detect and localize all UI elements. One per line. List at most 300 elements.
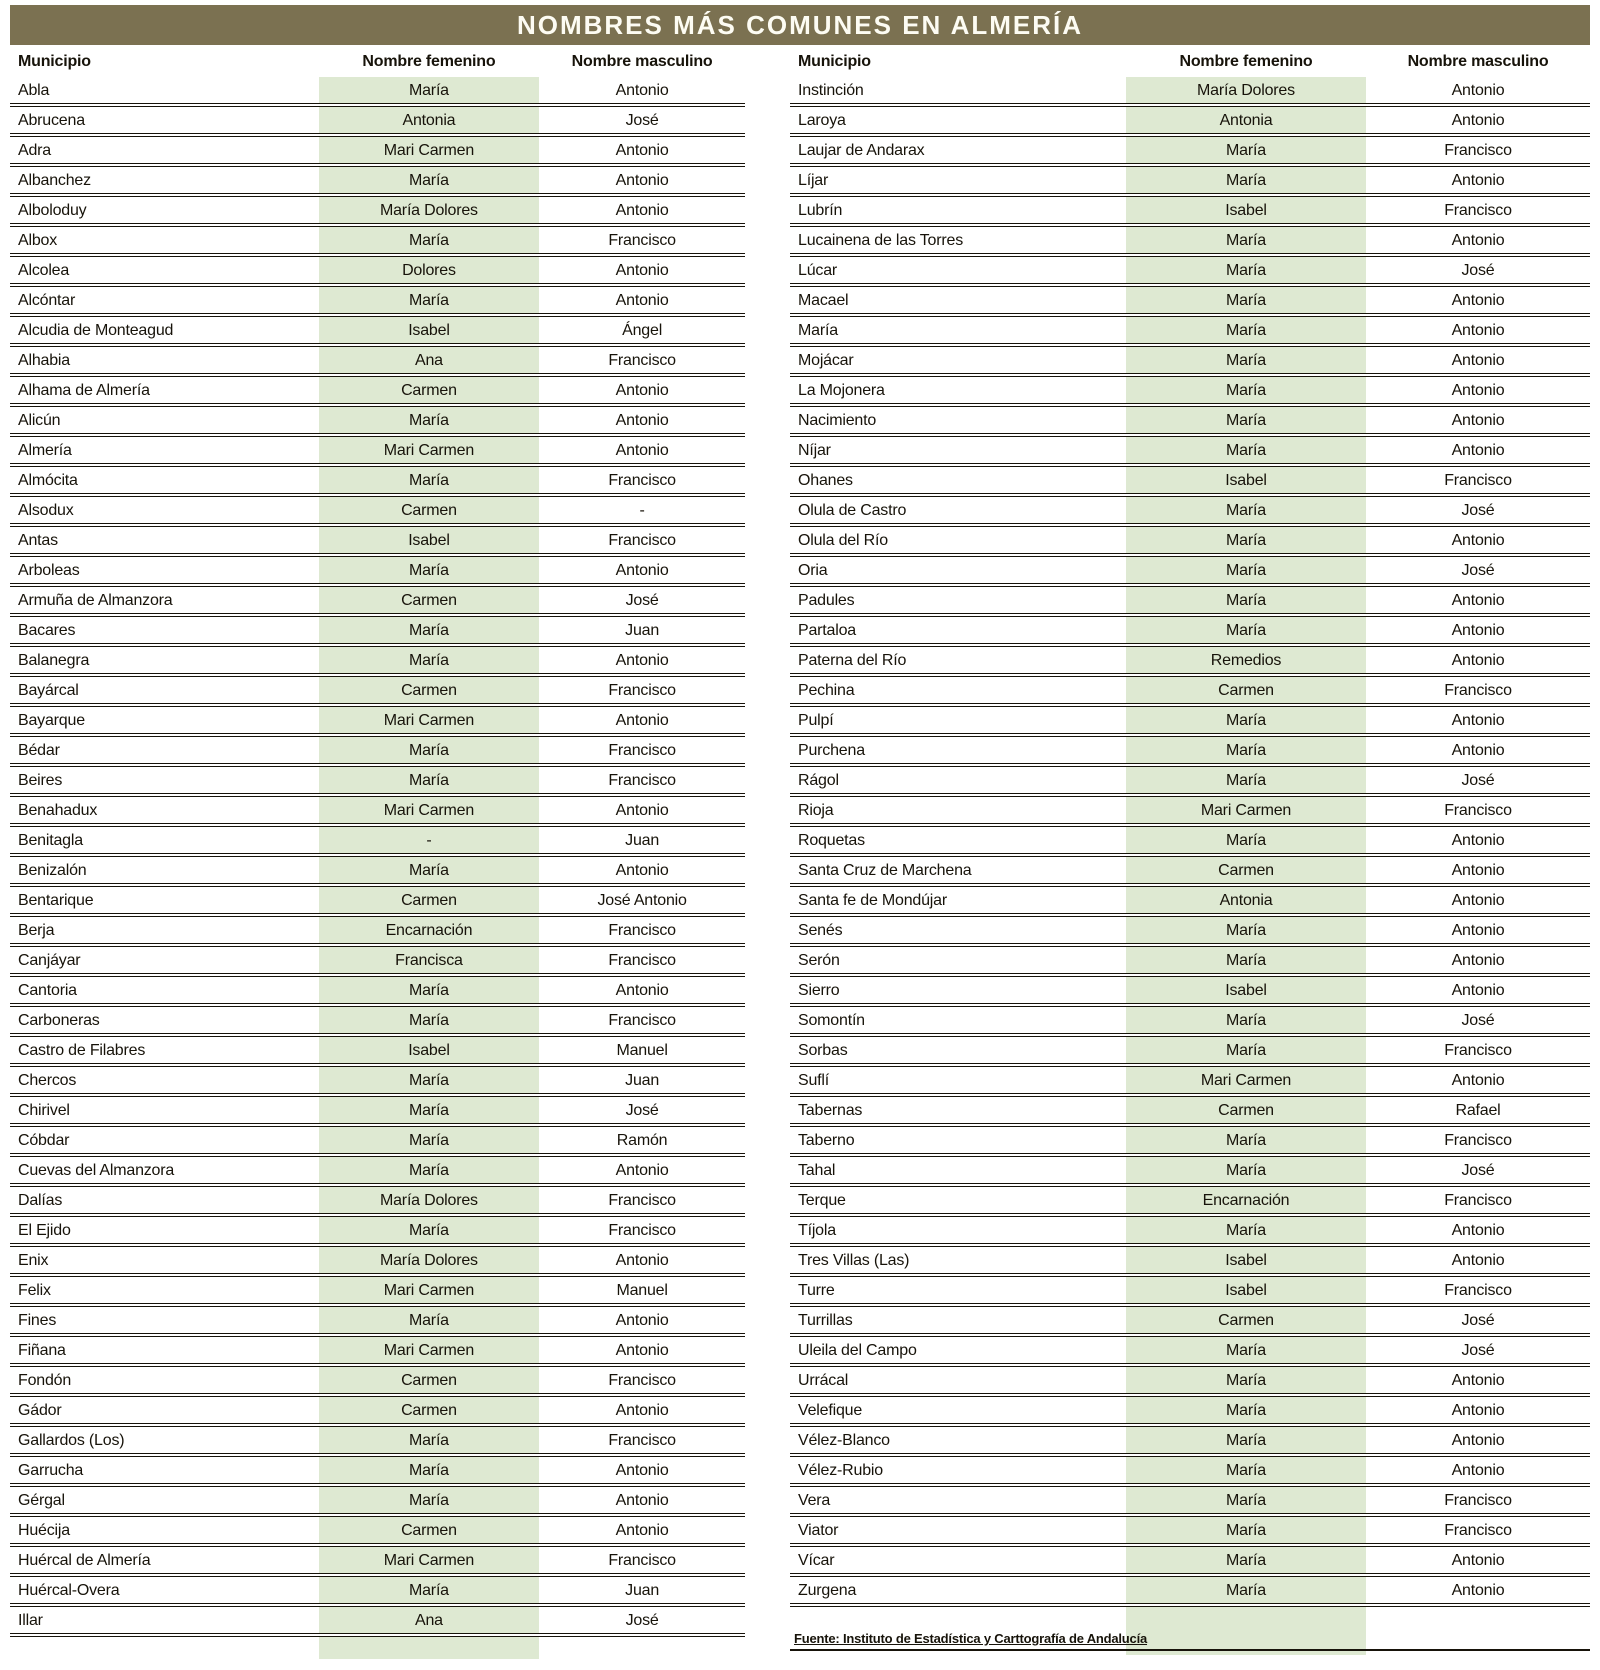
male-name-cell: Antonio: [1366, 525, 1590, 555]
male-name-cell: José: [1366, 1305, 1590, 1335]
male-name-cell: Francisco: [1366, 675, 1590, 705]
table-row: [790, 1335, 1590, 1365]
municipality-cell: Santa fe de Mondújar: [790, 885, 1126, 915]
male-name-cell: Antonio: [1366, 1215, 1590, 1245]
municipality-cell: Vícar: [790, 1545, 1126, 1575]
municipality-cell: Sierro: [790, 975, 1126, 1005]
male-name-cell: Francisco: [539, 465, 745, 495]
municipality-cell: Zurgena: [790, 1575, 1126, 1605]
female-name-cell: Antonia: [1126, 105, 1366, 135]
table-row: [790, 1395, 1590, 1425]
female-name-cell: María: [1126, 825, 1366, 855]
table-row: [790, 405, 1590, 435]
table-row: [790, 345, 1590, 375]
table-row: [10, 1095, 745, 1125]
table-row: [10, 1035, 745, 1065]
female-name-cell: María: [1126, 315, 1366, 345]
female-name-cell: María: [1126, 405, 1366, 435]
municipality-cell: Benitagla: [10, 825, 319, 855]
municipality-cell: Tíjola: [790, 1215, 1126, 1245]
municipality-cell: Taberno: [790, 1125, 1126, 1155]
female-name-cell: Remedios: [1126, 645, 1366, 675]
male-name-cell: Antonio: [539, 165, 745, 195]
female-name-cell: María: [319, 1215, 540, 1245]
municipality-cell: Rágol: [790, 765, 1126, 795]
table-row: [790, 525, 1590, 555]
female-name-cell: María: [1126, 1035, 1366, 1065]
female-name-cell: María Dolores: [1126, 77, 1366, 105]
municipality-cell: Beires: [10, 765, 319, 795]
municipality-cell: Tabernas: [790, 1095, 1126, 1125]
table-row: [790, 1095, 1590, 1125]
male-name-cell: Antonio: [1366, 1065, 1590, 1095]
male-name-cell: Antonio: [1366, 375, 1590, 405]
municipality-cell: Berja: [10, 915, 319, 945]
female-name-cell: María: [1126, 765, 1366, 795]
male-name-cell: Antonio: [539, 285, 745, 315]
female-name-cell: María: [1126, 1545, 1366, 1575]
female-name-cell: Carmen: [319, 1365, 540, 1395]
male-name-cell: José: [539, 585, 745, 615]
male-name-cell: Antonio: [539, 195, 745, 225]
table-row: [790, 1155, 1590, 1185]
municipality-cell: Tahal: [790, 1155, 1126, 1185]
male-name-cell: Antonio: [539, 255, 745, 285]
female-name-cell: Carmen: [1126, 1305, 1366, 1335]
table-row: [10, 885, 745, 915]
table-row: [10, 735, 745, 765]
header-row: [790, 45, 1590, 77]
male-name-cell: Antonio: [539, 435, 745, 465]
male-name-cell: Antonio: [539, 555, 745, 585]
table-row: [10, 1395, 745, 1425]
municipality-cell: Abla: [10, 77, 319, 105]
female-name-cell: Carmen: [319, 375, 540, 405]
municipality-cell: Benahadux: [10, 795, 319, 825]
male-name-cell: Francisco: [539, 765, 745, 795]
municipality-cell: El Ejido: [10, 1215, 319, 1245]
male-name-cell: Antonio: [539, 1455, 745, 1485]
table-row: [10, 765, 745, 795]
municipality-cell: Almócita: [10, 465, 319, 495]
municipality-cell: Urrácal: [790, 1365, 1126, 1395]
female-name-cell: Mari Carmen: [319, 705, 540, 735]
female-name-cell: María: [1126, 1335, 1366, 1365]
female-name-cell: Francisca: [319, 945, 540, 975]
table-row: [10, 1515, 745, 1545]
table-row: [790, 945, 1590, 975]
female-name-cell: Mari Carmen: [319, 435, 540, 465]
table-row: [10, 975, 745, 1005]
male-name-cell: Antonio: [539, 1515, 745, 1545]
female-name-cell: Mari Carmen: [319, 1545, 540, 1575]
header-row: [10, 45, 745, 77]
municipality-cell: Huércal-Overa: [10, 1575, 319, 1605]
female-name-cell: María: [319, 1485, 540, 1515]
male-name-cell: Ramón: [539, 1125, 745, 1155]
male-name-cell: José: [1366, 1335, 1590, 1365]
table-row: [10, 465, 745, 495]
green-band-cell: [319, 1635, 540, 1659]
municipality-cell: Serón: [790, 945, 1126, 975]
names-table-right: [790, 45, 1590, 1655]
municipality-cell: Castro de Filabres: [10, 1035, 319, 1065]
female-name-cell: Carmen: [319, 1515, 540, 1545]
male-name-cell: Antonio: [1366, 705, 1590, 735]
municipality-cell: Roquetas: [790, 825, 1126, 855]
female-name-cell: María: [1126, 1485, 1366, 1515]
male-name-cell: Francisco: [1366, 195, 1590, 225]
female-name-cell: María: [319, 765, 540, 795]
green-band-tail-left: [10, 1635, 745, 1659]
table-row: [790, 1275, 1590, 1305]
municipality-cell: Cuevas del Almanzora: [10, 1155, 319, 1185]
female-name-cell: María: [1126, 1425, 1366, 1455]
municipality-cell: Terque: [790, 1185, 1126, 1215]
left-table-body: [10, 77, 745, 1635]
female-name-cell: María: [1126, 1365, 1366, 1395]
table-row: [790, 1485, 1590, 1515]
municipality-cell: Alboloduy: [10, 195, 319, 225]
male-name-cell: Francisco: [539, 1185, 745, 1215]
female-name-cell: María: [1126, 225, 1366, 255]
male-name-cell: Antonio: [1366, 855, 1590, 885]
female-name-cell: María Dolores: [319, 195, 540, 225]
male-name-cell: Ángel: [539, 315, 745, 345]
table-row: [10, 165, 745, 195]
municipality-cell: Nacimiento: [790, 405, 1126, 435]
male-name-cell: Francisco: [539, 945, 745, 975]
female-name-cell: Mari Carmen: [319, 135, 540, 165]
municipality-cell: Viator: [790, 1515, 1126, 1545]
male-name-cell: Antonio: [1366, 1425, 1590, 1455]
table-row: [790, 915, 1590, 945]
table-row: [10, 615, 745, 645]
empty-cell: [539, 1635, 745, 1659]
female-name-cell: María: [1126, 1395, 1366, 1425]
municipality-cell: Rioja: [790, 795, 1126, 825]
municipality-cell: Lucainena de las Torres: [790, 225, 1126, 255]
female-name-cell: María: [319, 225, 540, 255]
table-row: [10, 1455, 745, 1485]
female-name-cell: María: [319, 1155, 540, 1185]
municipality-cell: Senés: [790, 915, 1126, 945]
municipality-cell: Enix: [10, 1245, 319, 1275]
female-name-cell: Carmen: [319, 1395, 540, 1425]
female-name-cell: María: [1126, 495, 1366, 525]
female-name-cell: María: [1126, 285, 1366, 315]
female-name-cell: María: [319, 1575, 540, 1605]
table-row: [10, 1125, 745, 1155]
municipality-cell: Gallardos (Los): [10, 1425, 319, 1455]
table-row: [790, 1515, 1590, 1545]
municipality-cell: Líjar: [790, 165, 1126, 195]
male-name-cell: José: [539, 105, 745, 135]
municipality-cell: Turrillas: [790, 1305, 1126, 1335]
municipality-cell: Huércal de Almería: [10, 1545, 319, 1575]
female-name-cell: María: [319, 1065, 540, 1095]
female-name-cell: María: [319, 405, 540, 435]
municipality-cell: Antas: [10, 525, 319, 555]
municipality-cell: Adra: [10, 135, 319, 165]
female-name-cell: María: [319, 615, 540, 645]
municipality-cell: Almería: [10, 435, 319, 465]
male-name-cell: Antonio: [539, 1395, 745, 1425]
table-row: [10, 1065, 745, 1095]
male-name-cell: José: [1366, 555, 1590, 585]
female-name-cell: Carmen: [1126, 855, 1366, 885]
female-name-cell: María: [1126, 435, 1366, 465]
municipality-cell: Mojácar: [790, 345, 1126, 375]
table-row: [10, 705, 745, 735]
table-row: [10, 645, 745, 675]
male-name-cell: Manuel: [539, 1035, 745, 1065]
municipality-cell: Illar: [10, 1605, 319, 1635]
male-name-cell: Antonio: [1366, 1575, 1590, 1605]
male-name-cell: José: [1366, 1005, 1590, 1035]
male-name-cell: Antonio: [1366, 735, 1590, 765]
table-row: [790, 495, 1590, 525]
table-row: [790, 1035, 1590, 1065]
municipality-cell: Purchena: [790, 735, 1126, 765]
male-name-cell: Antonio: [1366, 825, 1590, 855]
male-name-cell: Manuel: [539, 1275, 745, 1305]
municipality-cell: Olula de Castro: [790, 495, 1126, 525]
male-name-cell: Antonio: [1366, 105, 1590, 135]
female-name-cell: Isabel: [319, 1035, 540, 1065]
municipality-cell: Macael: [790, 285, 1126, 315]
table-row: [790, 165, 1590, 195]
table-row: [10, 77, 745, 105]
male-name-cell: Francisco: [539, 345, 745, 375]
municipality-cell: Canjáyar: [10, 945, 319, 975]
female-name-cell: Carmen: [1126, 675, 1366, 705]
table-row: [790, 195, 1590, 225]
table-row: [10, 1605, 745, 1635]
male-name-cell: Antonio: [1366, 345, 1590, 375]
table-row: [10, 1575, 745, 1605]
municipality-cell: Cóbdar: [10, 1125, 319, 1155]
male-name-cell: Antonio: [1366, 405, 1590, 435]
female-name-cell: Carmen: [1126, 1095, 1366, 1125]
municipality-cell: Albox: [10, 225, 319, 255]
male-name-cell: Antonio: [1366, 1395, 1590, 1425]
male-name-cell: Antonio: [1366, 975, 1590, 1005]
municipality-cell: Instinción: [790, 77, 1126, 105]
male-name-cell: Francisco: [1366, 1125, 1590, 1155]
female-name-cell: María: [1126, 1215, 1366, 1245]
table-row: [790, 375, 1590, 405]
municipality-cell: Fines: [10, 1305, 319, 1335]
table-row: [10, 1485, 745, 1515]
female-name-cell: Mari Carmen: [1126, 795, 1366, 825]
male-name-cell: Francisco: [539, 1425, 745, 1455]
female-name-cell: María Dolores: [319, 1185, 540, 1215]
municipality-cell: Chirivel: [10, 1095, 319, 1125]
male-name-cell: Francisco: [539, 1005, 745, 1035]
municipality-cell: Alicún: [10, 405, 319, 435]
male-name-cell: José: [1366, 765, 1590, 795]
female-name-cell: María: [1126, 1515, 1366, 1545]
table-row: [790, 285, 1590, 315]
male-name-cell: Antonio: [539, 795, 745, 825]
female-name-cell: María: [1126, 345, 1366, 375]
table-row: [790, 735, 1590, 765]
female-name-cell: Carmen: [319, 675, 540, 705]
table-row: [790, 585, 1590, 615]
female-name-cell: Isabel: [1126, 1245, 1366, 1275]
empty-cell: [10, 1635, 319, 1659]
female-name-cell: María: [319, 1305, 540, 1335]
table-row: [790, 705, 1590, 735]
female-name-cell: María Dolores: [319, 1245, 540, 1275]
male-name-cell: Antonio: [1366, 77, 1590, 105]
table-row: [10, 795, 745, 825]
female-name-cell: María: [1126, 1155, 1366, 1185]
column-header-municipio: Municipio: [18, 53, 91, 70]
male-name-cell: -: [539, 495, 745, 525]
municipality-cell: Fiñana: [10, 1335, 319, 1365]
table-row: [790, 795, 1590, 825]
table-row: [10, 255, 745, 285]
table-row: [10, 1215, 745, 1245]
table-row: [790, 1365, 1590, 1395]
municipality-cell: Balanegra: [10, 645, 319, 675]
table-row: [790, 1005, 1590, 1035]
female-name-cell: María: [319, 1005, 540, 1035]
male-name-cell: Antonio: [1366, 285, 1590, 315]
table-row: [10, 225, 745, 255]
municipality-cell: Garrucha: [10, 1455, 319, 1485]
table-row: [10, 1155, 745, 1185]
female-name-cell: Antonia: [1126, 885, 1366, 915]
table-row: [790, 975, 1590, 1005]
male-name-cell: Juan: [539, 615, 745, 645]
municipality-cell: La Mojonera: [790, 375, 1126, 405]
names-table-left: [10, 45, 745, 1659]
male-name-cell: Antonio: [539, 645, 745, 675]
female-name-cell: Carmen: [319, 495, 540, 525]
municipality-cell: Velefique: [790, 1395, 1126, 1425]
table-row: [10, 1335, 745, 1365]
male-name-cell: Antonio: [1366, 615, 1590, 645]
female-name-cell: Ana: [319, 345, 540, 375]
table-row: [10, 855, 745, 885]
male-name-cell: Rafael: [1366, 1095, 1590, 1125]
male-name-cell: Francisco: [539, 525, 745, 555]
municipality-cell: Laroya: [790, 105, 1126, 135]
municipality-cell: Felix: [10, 1275, 319, 1305]
male-name-cell: José: [539, 1095, 745, 1125]
female-name-cell: María: [1126, 735, 1366, 765]
municipality-cell: Abrucena: [10, 105, 319, 135]
male-name-cell: Francisco: [1366, 465, 1590, 495]
table-row: [790, 1215, 1590, 1245]
male-name-cell: José: [1366, 495, 1590, 525]
female-name-cell: Dolores: [319, 255, 540, 285]
table-row: [10, 1305, 745, 1335]
table-row: [10, 555, 745, 585]
table-row: [10, 285, 745, 315]
municipality-cell: Níjar: [790, 435, 1126, 465]
female-name-cell: María: [1126, 705, 1366, 735]
male-name-cell: Francisco: [539, 225, 745, 255]
female-name-cell: María: [1126, 1005, 1366, 1035]
municipality-cell: Olula del Río: [790, 525, 1126, 555]
municipality-cell: Partaloa: [790, 615, 1126, 645]
female-name-cell: Ana: [319, 1605, 540, 1635]
female-name-cell: María: [1126, 1455, 1366, 1485]
female-name-cell: Isabel: [1126, 195, 1366, 225]
municipality-cell: Sorbas: [790, 1035, 1126, 1065]
male-name-cell: Antonio: [539, 855, 745, 885]
female-name-cell: Isabel: [1126, 1275, 1366, 1305]
female-name-cell: María: [319, 1455, 540, 1485]
table-row: [790, 855, 1590, 885]
male-name-cell: Antonio: [1366, 1365, 1590, 1395]
tables-area: [0, 45, 1600, 1659]
male-name-cell: Antonio: [539, 1485, 745, 1515]
page-title: NOMBRES MÁS COMUNES EN ALMERÍA: [10, 5, 1590, 45]
municipality-cell: Bayárcal: [10, 675, 319, 705]
female-name-cell: Mari Carmen: [319, 1335, 540, 1365]
male-name-cell: Juan: [539, 1575, 745, 1605]
male-name-cell: Francisco: [539, 675, 745, 705]
municipality-cell: Padules: [790, 585, 1126, 615]
municipality-cell: Chercos: [10, 1065, 319, 1095]
municipality-cell: Paterna del Río: [790, 645, 1126, 675]
female-name-cell: María: [1126, 525, 1366, 555]
municipality-cell: Vélez-Rubio: [790, 1455, 1126, 1485]
table-row: [790, 255, 1590, 285]
female-name-cell: María: [319, 465, 540, 495]
table-row: [10, 375, 745, 405]
female-name-cell: María: [1126, 945, 1366, 975]
female-name-cell: María: [1126, 615, 1366, 645]
table-row: [790, 555, 1590, 585]
municipality-cell: Alcolea: [10, 255, 319, 285]
right-table-body: [790, 77, 1590, 1605]
male-name-cell: Antonio: [1366, 585, 1590, 615]
male-name-cell: Francisco: [1366, 135, 1590, 165]
municipality-cell: Albanchez: [10, 165, 319, 195]
table-row: [790, 1305, 1590, 1335]
table-row: [10, 945, 745, 975]
table-row: [10, 915, 745, 945]
municipality-cell: Pulpí: [790, 705, 1126, 735]
table-row: [10, 135, 745, 165]
table-row: [790, 1545, 1590, 1575]
municipality-cell: Ohanes: [790, 465, 1126, 495]
male-name-cell: José: [1366, 255, 1590, 285]
table-row: [10, 585, 745, 615]
municipality-cell: Alhabia: [10, 345, 319, 375]
table-row: [790, 465, 1590, 495]
table-row: [10, 1275, 745, 1305]
male-name-cell: Francisco: [1366, 795, 1590, 825]
female-name-cell: Mari Carmen: [319, 1275, 540, 1305]
table-row: [790, 615, 1590, 645]
male-name-cell: Antonio: [539, 1245, 745, 1275]
female-name-cell: Isabel: [1126, 975, 1366, 1005]
female-name-cell: María: [1126, 255, 1366, 285]
male-name-cell: Antonio: [1366, 165, 1590, 195]
table-row: [790, 1125, 1590, 1155]
male-name-cell: Antonio: [539, 77, 745, 105]
municipality-cell: Fondón: [10, 1365, 319, 1395]
municipality-cell: Oria: [790, 555, 1126, 585]
left-table-column: [10, 45, 745, 1659]
